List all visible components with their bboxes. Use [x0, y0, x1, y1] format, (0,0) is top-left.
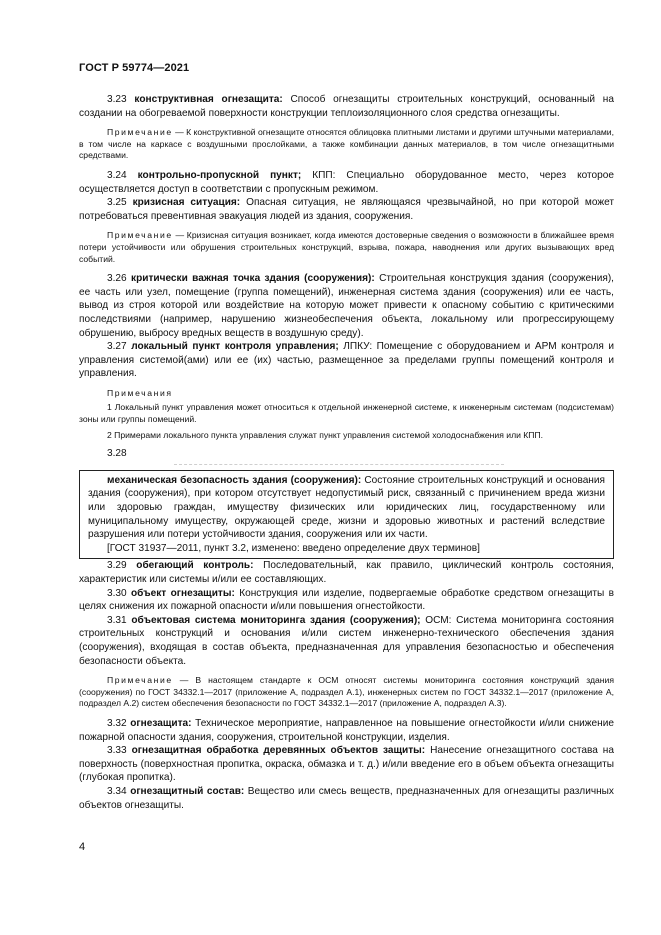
- entry-3-30: [79, 587, 614, 614]
- entry-definition: Нанесение огнезащитного состава на поверхность (поверхностная пропитка, окраска, обмазка и т. д.) и/или введение его в объем объекта огнезащиты (глубокая пропитка).: [79, 745, 614, 784]
- entry-number: 3.31: [107, 614, 127, 626]
- notes-label: Примечания: [107, 387, 173, 398]
- entry-term: критически важная точка здания (сооружения):: [131, 273, 375, 285]
- entry-3-34: [79, 785, 614, 812]
- entry-3-25: [79, 196, 614, 223]
- entry-number: 3.34: [107, 785, 127, 797]
- entry-term: контрольно-пропускной пункт;: [137, 169, 302, 181]
- entry-number: 3.26: [107, 273, 127, 285]
- entry-definition: Строительная конструкция здания (сооружения), ее часть или узел, помещение (группа помещений), инженерная система здания (сооружения) или ее часть, вывод из строя которой или воздействие на которую может привести к опасному событию с критическими последствиями (например, нарушению жизнеобеспечения объекта, локальному или прогрессирующему обрушению, выбросу вредных веществ в воздушную среду).: [79, 273, 614, 339]
- entry-3-27-note-1: 1 Локальный пункт управления может относиться к отдельной инженерной системе, к инженерным системам (подсистемам) зоны или группы помещений.: [79, 402, 614, 425]
- entry-3-27-note-2: 2 Примерами локального пункта управления служат пункт управления системой холодоснабжения или КПП.: [107, 429, 544, 440]
- entry-number: 3.32: [107, 717, 127, 729]
- note-label: Примечание: [107, 127, 173, 138]
- note-text: — В настоящем стандарте к ОСМ относят системы мониторинга состояния конструкций здания (сооружения) по ГОСТ 34332.1—2017 (приложение А, подраздел А.1), инженерных систем по ГОСТ 34332.1—2017 (приложение А, подраздел А.2) систем обеспечения безопасности по ГОСТ 34332.1—2017 (приложение А, подраздел А.3).: [79, 675, 614, 709]
- page-header-standard-code: ГОСТ Р 59774—2021: [79, 62, 190, 74]
- entry-number: 3.29: [107, 560, 127, 572]
- entry-3-27-notes-label: [79, 388, 614, 400]
- entry-3-23-note: [79, 127, 614, 162]
- entry-number: 3.33: [107, 745, 127, 757]
- entry-term: объектовая система мониторинга здания (сооружения);: [131, 614, 421, 626]
- entry-term: огнезащитная обработка деревянных объектов защиты:: [131, 745, 426, 757]
- note-label: Примечание: [107, 230, 173, 241]
- entry-definition: Состояние строительных конструкций и основания здания (сооружения), при котором отсутствует недопустимый риск, связанный с причинением вреда жизни или здоровью граждан, имуществу физических или юридических лиц, государственному или муниципальному имуществу, окружающей среде, жизни и здоровью животных и растений вследствие разрушения или потери устойчивости здания, сооружения или их части.: [88, 474, 605, 541]
- entry-3-29: [79, 559, 614, 586]
- entry-3-31-note: [79, 675, 614, 710]
- entry-number: 3.25: [107, 197, 127, 209]
- entry-term: конструктивная огнезащита:: [134, 94, 283, 105]
- entry-definition: КПП: Специально оборудованное место, через которое осуществляется доступ в соответствии с пропускным режимом.: [79, 169, 614, 195]
- entry-definition: ОСМ: Система мониторинга состояния строительных конструкций и основания и/или систем инженерно-технического обеспечения здания (сооружения), входящая в состав объекта, предназначенная для управления безопасностью и обеспечения безопасности объекта.: [79, 614, 614, 667]
- dashed-separator: [174, 464, 504, 465]
- entry-3-28-source: [ГОСТ 31937—2011, пункт 3.2, изменено: введено определение двух терминов]: [107, 542, 480, 554]
- entry-3-24: [79, 169, 614, 196]
- entry-3-28-box: [79, 470, 614, 560]
- entry-number: 3.27: [107, 341, 127, 353]
- entry-definition: Последовательный, как правило, циклический контроль состояния, характеристик или системы и/или ее составляющих.: [79, 560, 614, 585]
- entry-term: огнезащитный состав:: [130, 785, 245, 797]
- entry-definition: Вещество или смесь веществ, предназначенных для огнезащиты различных объектов огнезащиты.: [79, 785, 614, 811]
- entry-number: 3.24: [107, 169, 127, 181]
- entry-definition: Способ огнезащиты строительных конструкций, основанный на создании на обогреваемой поверхности конструкции теплоизоляционного слоя средства огнезащиты.: [79, 94, 614, 119]
- entry-3-31: [79, 614, 614, 668]
- entry-3-28: [88, 474, 605, 542]
- entry-term: механическая безопасность здания (сооружения):: [107, 474, 362, 486]
- entry-number: 3.30: [107, 587, 127, 599]
- entry-term: огнезащита:: [130, 717, 192, 729]
- entry-3-27: [79, 340, 614, 381]
- entry-3-32: [79, 717, 614, 744]
- entry-number: 3.23: [107, 94, 127, 105]
- page-number: 4: [79, 841, 86, 853]
- entry-term: объект огнезащиты:: [131, 587, 235, 599]
- entry-3-28-frame: [79, 464, 614, 560]
- entry-3-33: [79, 744, 614, 785]
- note-text: — Кризисная ситуация возникает, когда имеются достоверные сведения о возможности в ближайшее время потери устойчивости или обрушения строительных конструкций, взрыва, пожара, наводнения или других вызывающих вред событий.: [79, 230, 614, 264]
- note-label: Примечание: [107, 675, 173, 686]
- entry-definition: Конструкция или изделие, подвергаемые обработке средством огнезащиты в целях снижения их пожарной опасности и/или повышения огнестойкости.: [79, 587, 614, 613]
- entry-definition: ЛПКУ: Помещение с оборудованием и АРМ контроля и управления системой(ами) или ее (их) частью, размещенное за пределами группы помещений контроля и управления.: [79, 341, 614, 380]
- page-content: [79, 93, 614, 812]
- entry-3-25-note: [79, 230, 614, 265]
- entry-term: обегающий контроль:: [136, 560, 254, 572]
- entry-definition: Техническое мероприятие, направленное на повышение огнестойкости и/или снижение пожарной опасности здания, сооружения, строительной конструкции, изделия.: [79, 717, 614, 743]
- entry-term: локальный пункт контроля управления;: [131, 341, 339, 353]
- entry-3-26: [79, 272, 614, 340]
- note-text: — К конструктивной огнезащите относятся облицовка плитными листами и другими штучными материалами, в том числе на каркасе с воздушными прослойками, а также комбинации данных материалов, в том числе огнезащитными средствами.: [79, 127, 614, 161]
- entry-3-28-number: 3.28: [107, 448, 127, 460]
- entry-3-23: [79, 93, 614, 120]
- entry-term: кризисная ситуация:: [132, 197, 241, 209]
- entry-definition: Опасная ситуация, не являющаяся чрезвычайной, но при которой может потребоваться превентивная эвакуация людей из здания, сооружения.: [79, 197, 614, 222]
